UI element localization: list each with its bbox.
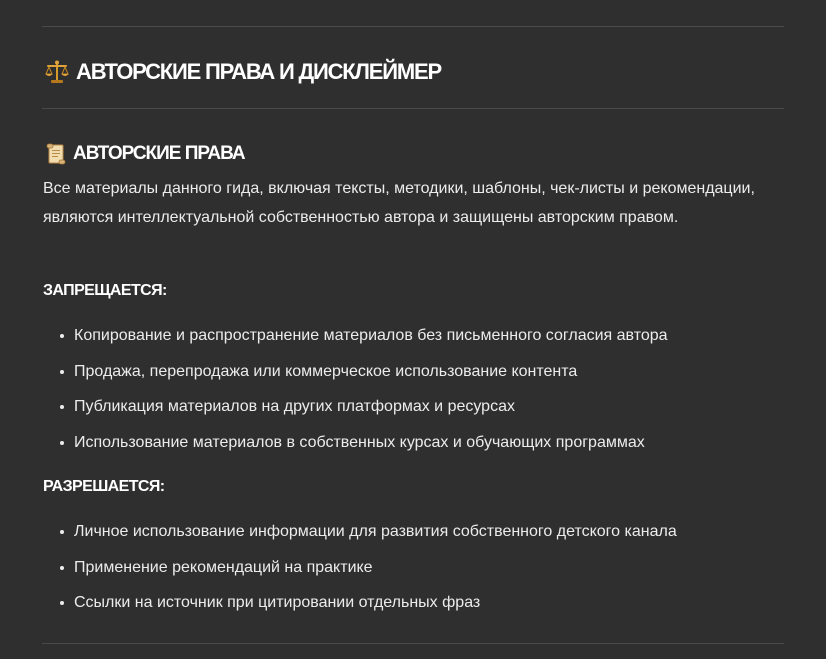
title-divider — [42, 108, 784, 109]
forbidden-list — [43, 318, 783, 460]
bullet — [60, 405, 64, 409]
copyright-paragraph: Все материалы данного гида, включая тексты, методики, шаблоны, чек-листы и рекомендации, являются интеллектуальной собственностью автора и защищены авторским правом. — [43, 180, 755, 226]
list-item: Применение рекомендаций на практике — [43, 550, 783, 586]
bottom-divider — [42, 643, 784, 644]
list-item: Использование материалов в собственных курсах и обучающих программах — [43, 425, 783, 461]
list-item: Публикация материалов на других платформах и ресурсах — [43, 389, 783, 425]
copyright-heading — [44, 140, 245, 168]
list-item: Ссылки на источник при цитировании отдельных фраз — [43, 585, 783, 621]
list-item: Копирование и распространение материалов без письменного согласия автора — [43, 318, 783, 354]
section-title — [44, 56, 441, 88]
bullet — [60, 530, 64, 534]
bullet — [60, 566, 64, 570]
bullet — [60, 441, 64, 445]
list-item: Продажа, перепродажа или коммерческое использование контента — [43, 354, 783, 390]
bullet — [60, 370, 64, 374]
copyright-heading-text: АВТОРСКИЕ ПРАВА — [73, 143, 245, 164]
scroll-icon — [44, 142, 68, 166]
bullet — [60, 601, 64, 605]
bullet — [60, 334, 64, 338]
top-divider — [42, 26, 784, 27]
forbidden-heading: ЗАПРЕЩАЕТСЯ: — [43, 282, 167, 299]
allowed-list — [43, 514, 783, 621]
balance-scale-icon — [44, 59, 70, 85]
list-item: Личное использование информации для развития собственного детского канала — [43, 514, 783, 550]
section-title-text: АВТОРСКИЕ ПРАВА И ДИСКЛЕЙМЕР — [76, 59, 441, 84]
allowed-heading: РАЗРЕШАЕТСЯ: — [43, 478, 165, 495]
